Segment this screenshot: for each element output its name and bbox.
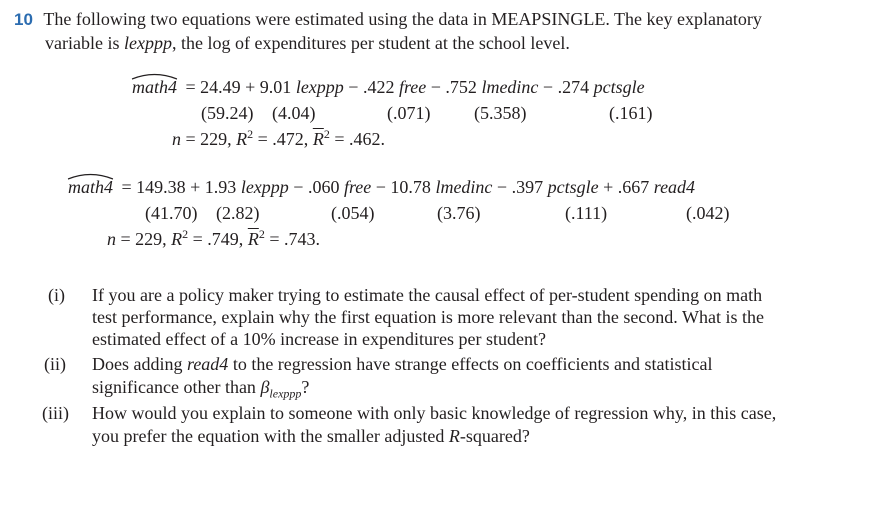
problem-number: 10	[14, 10, 33, 29]
question-i-line2: test performance, explain why the first equation is more relevant than the second. What is the	[92, 307, 764, 327]
equation2-rhs: = 149.38 + 1.93 lexppp − .060 free − 10.78 lmedinc − .397 pctsgle + .667 read4	[121, 177, 696, 197]
problem-intro-line2	[45, 32, 570, 54]
eq2-se-intercept: (41.70)	[145, 203, 198, 223]
eq2-se-read4: (.042)	[686, 203, 730, 223]
equation2-stats: n = 229, $R^2 = .749$, $\overline{R}^2 = .743$.	[107, 227, 320, 249]
question-iii-label: (iii)	[42, 403, 69, 423]
eq2-se-free: (.054)	[331, 203, 375, 223]
question-i-line3: estimated effect of a 10% increase in expenditures per student?	[92, 329, 546, 349]
equation2-lhs: math4	[68, 176, 113, 198]
equation1-main	[132, 76, 645, 98]
question-iii-line2: you prefer the equation with the smaller adjusted R-squared?	[92, 426, 530, 446]
equation1-stats: n = 229, $R^2 = .472$, $\overline{R}^2 = .462$.	[172, 127, 385, 149]
intro-text-2b: , the log of expenditures per student at the school level.	[171, 33, 570, 53]
question-i-label: (i)	[48, 285, 65, 305]
eq2-se-lexppp: (2.82)	[216, 203, 260, 223]
equation1-rhs: = 24.49 + 9.01 lexppp − .422 free − .752 lmedinc − .274 pctsgle	[185, 77, 645, 97]
intro-text-1: The following two equations were estimated using the data in MEAPSINGLE. The key explanatory	[43, 9, 762, 29]
eq1-se-intercept: (59.24)	[201, 103, 254, 123]
eq1-se-lmedinc: (5.358)	[474, 103, 527, 123]
question-iii-line1: How would you explain to someone with only basic knowledge of regression why, in this case,	[92, 403, 777, 423]
question-i-line1: If you are a policy maker trying to estimate the causal effect of per-student spending on math	[92, 285, 763, 305]
eq1-se-lexppp: (4.04)	[272, 103, 316, 123]
eq2-se-pctsgle: (.111)	[565, 203, 608, 223]
question-ii-line2: significance other than $\beta_{lexppp}$?	[92, 377, 310, 401]
equation1-lhs: math4	[132, 76, 177, 98]
eq1-se-pctsgle: (.161)	[609, 103, 653, 123]
eq1-se-free: (.071)	[387, 103, 431, 123]
intro-variable: lexppp	[123, 33, 172, 53]
problem-intro-line1	[14, 8, 762, 31]
intro-text-2a: variable is	[45, 33, 124, 53]
question-ii-line1: Does adding read4 to the regression have strange effects on coefficients and statistical	[92, 354, 713, 374]
equation2-main	[68, 176, 695, 198]
question-ii-label: (ii)	[44, 354, 66, 374]
eq2-se-lmedinc: (3.76)	[437, 203, 481, 223]
